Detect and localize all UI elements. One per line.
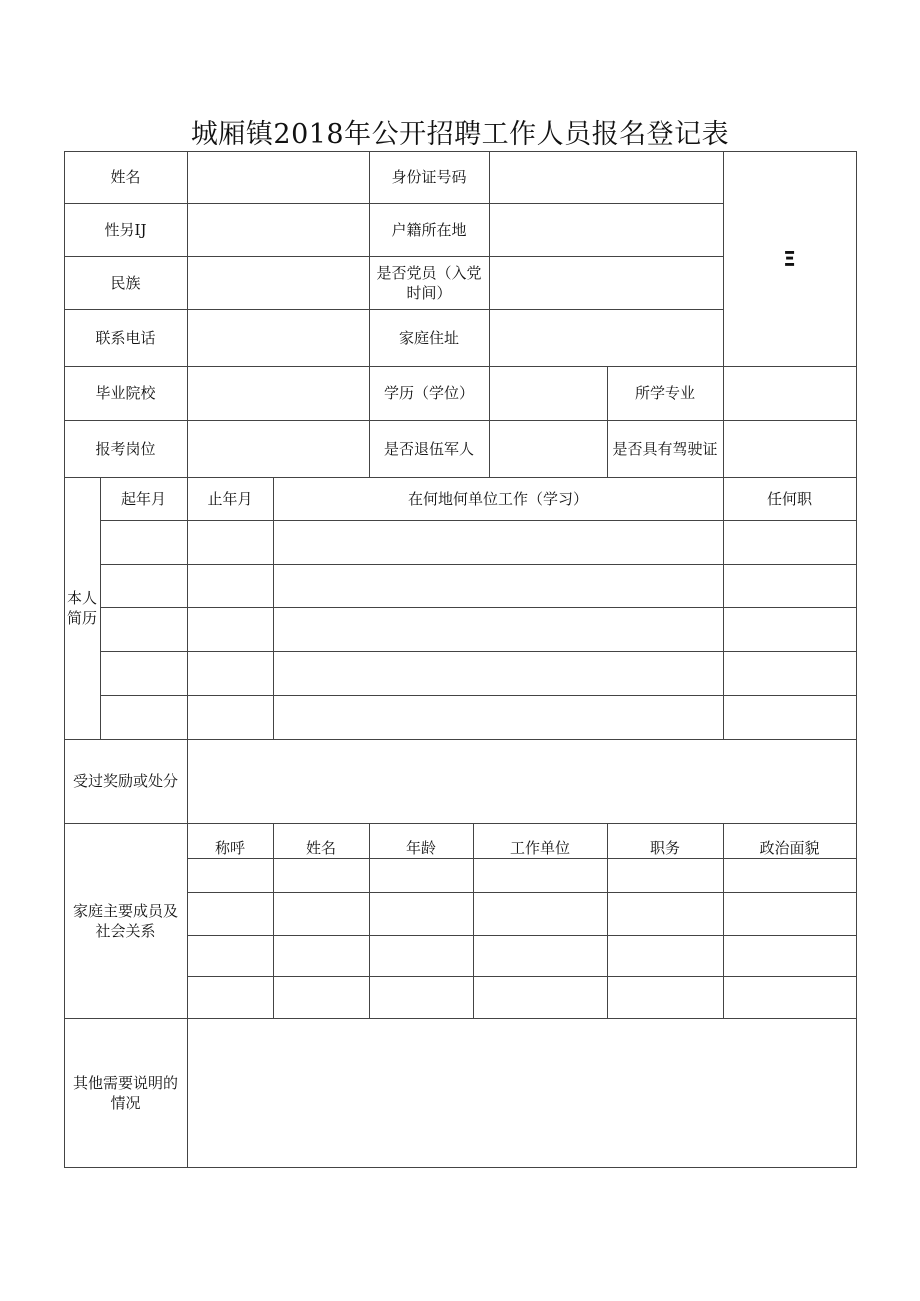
family-cell[interactable] <box>187 935 274 977</box>
name-field[interactable] <box>187 151 370 204</box>
family-cell[interactable] <box>607 976 724 1019</box>
family-cell[interactable] <box>473 976 608 1019</box>
resume-cell[interactable] <box>273 564 724 608</box>
family-cell[interactable] <box>187 858 274 893</box>
resume-cell[interactable] <box>187 651 274 696</box>
resume-cell[interactable] <box>273 607 724 652</box>
major-label: 所学专业 <box>607 366 724 421</box>
family-cell[interactable] <box>273 858 370 893</box>
family-cell[interactable] <box>473 858 608 893</box>
resume-header-3: 任何职 <box>723 477 857 521</box>
family-cell[interactable] <box>273 935 370 977</box>
family-cell[interactable] <box>723 858 857 893</box>
family-cell[interactable] <box>473 935 608 977</box>
gender-field[interactable] <box>187 203 370 257</box>
resume-cell[interactable] <box>187 607 274 652</box>
school-field[interactable] <box>187 366 370 421</box>
veteran-label: 是否退伍军人 <box>369 420 490 478</box>
school-label: 毕业院校 <box>64 366 188 421</box>
resume-cell[interactable] <box>100 651 188 696</box>
major-field[interactable] <box>723 366 857 421</box>
family-cell[interactable] <box>273 892 370 936</box>
resume-cell[interactable] <box>100 607 188 652</box>
awards-field[interactable] <box>187 739 857 824</box>
resume-cell[interactable] <box>273 651 724 696</box>
family-header-0: 称呼 <box>187 823 274 859</box>
family-header-4: 职务 <box>607 823 724 859</box>
family-cell[interactable] <box>369 858 474 893</box>
family-cell[interactable] <box>473 892 608 936</box>
family-cell[interactable] <box>723 976 857 1019</box>
resume-header-1: 止年月 <box>187 477 274 521</box>
family-header-1: 姓名 <box>273 823 370 859</box>
name-label: 姓名 <box>64 151 188 204</box>
resume-cell[interactable] <box>723 651 857 696</box>
family-cell[interactable] <box>607 858 724 893</box>
family-cell[interactable] <box>369 976 474 1019</box>
family-header-5: 政治面貌 <box>723 823 857 859</box>
family-cell[interactable] <box>273 976 370 1019</box>
resume-cell[interactable] <box>723 607 857 652</box>
family-header-2: 年龄 <box>369 823 474 859</box>
household-registration-field[interactable] <box>489 203 724 257</box>
resume-section-label: 本人简历 <box>64 477 101 740</box>
driving-license-label: 是否具有驾驶证 <box>607 420 724 478</box>
resume-cell[interactable] <box>100 520 188 565</box>
other-notes-field[interactable] <box>187 1018 857 1168</box>
resume-header-2: 在何地何单位工作（学习） <box>273 477 724 521</box>
resume-cell[interactable] <box>100 564 188 608</box>
phone-field[interactable] <box>187 309 370 367</box>
resume-cell[interactable] <box>100 695 188 740</box>
resume-cell[interactable] <box>187 564 274 608</box>
family-header-3: 工作单位 <box>473 823 608 859</box>
veteran-field[interactable] <box>489 420 608 478</box>
resume-cell[interactable] <box>273 520 724 565</box>
family-cell[interactable] <box>607 935 724 977</box>
degree-label: 学历（学位） <box>369 366 490 421</box>
resume-cell[interactable] <box>723 695 857 740</box>
form-title: 城厢镇2018年公开招聘工作人员报名登记表 <box>190 119 730 150</box>
applied-position-field[interactable] <box>187 420 370 478</box>
applied-position-label: 报考岗位 <box>64 420 188 478</box>
resume-header-0: 起年月 <box>100 477 188 521</box>
household-registration-label: 户籍所在地 <box>369 203 490 257</box>
family-cell[interactable] <box>187 892 274 936</box>
party-member-label: 是否党员（入党时间） <box>369 256 490 310</box>
gender-label: 性另IJ <box>64 203 188 257</box>
party-member-field[interactable] <box>489 256 724 310</box>
id-number-field[interactable] <box>489 151 724 204</box>
other-notes-label: 其他需要说明的情况 <box>64 1018 188 1168</box>
awards-label: 受过奖励或处分 <box>64 739 188 824</box>
resume-cell[interactable] <box>187 695 274 740</box>
home-address-field[interactable] <box>489 309 724 367</box>
family-cell[interactable] <box>369 892 474 936</box>
ethnicity-label: 民族 <box>64 256 188 310</box>
degree-field[interactable] <box>489 366 608 421</box>
phone-label: 联系电话 <box>64 309 188 367</box>
resume-cell[interactable] <box>723 520 857 565</box>
resume-cell[interactable] <box>273 695 724 740</box>
family-cell[interactable] <box>369 935 474 977</box>
resume-cell[interactable] <box>723 564 857 608</box>
photo-box[interactable]: Ξ <box>723 151 857 367</box>
family-section-label: 家庭主要成员及社会关系 <box>64 823 188 1019</box>
family-cell[interactable] <box>607 892 724 936</box>
ethnicity-field[interactable] <box>187 256 370 310</box>
resume-cell[interactable] <box>187 520 274 565</box>
driving-license-field[interactable] <box>723 420 857 478</box>
family-cell[interactable] <box>723 935 857 977</box>
family-cell[interactable] <box>187 976 274 1019</box>
family-cell[interactable] <box>723 892 857 936</box>
home-address-label: 家庭住址 <box>369 309 490 367</box>
id-number-label: 身份证号码 <box>369 151 490 204</box>
